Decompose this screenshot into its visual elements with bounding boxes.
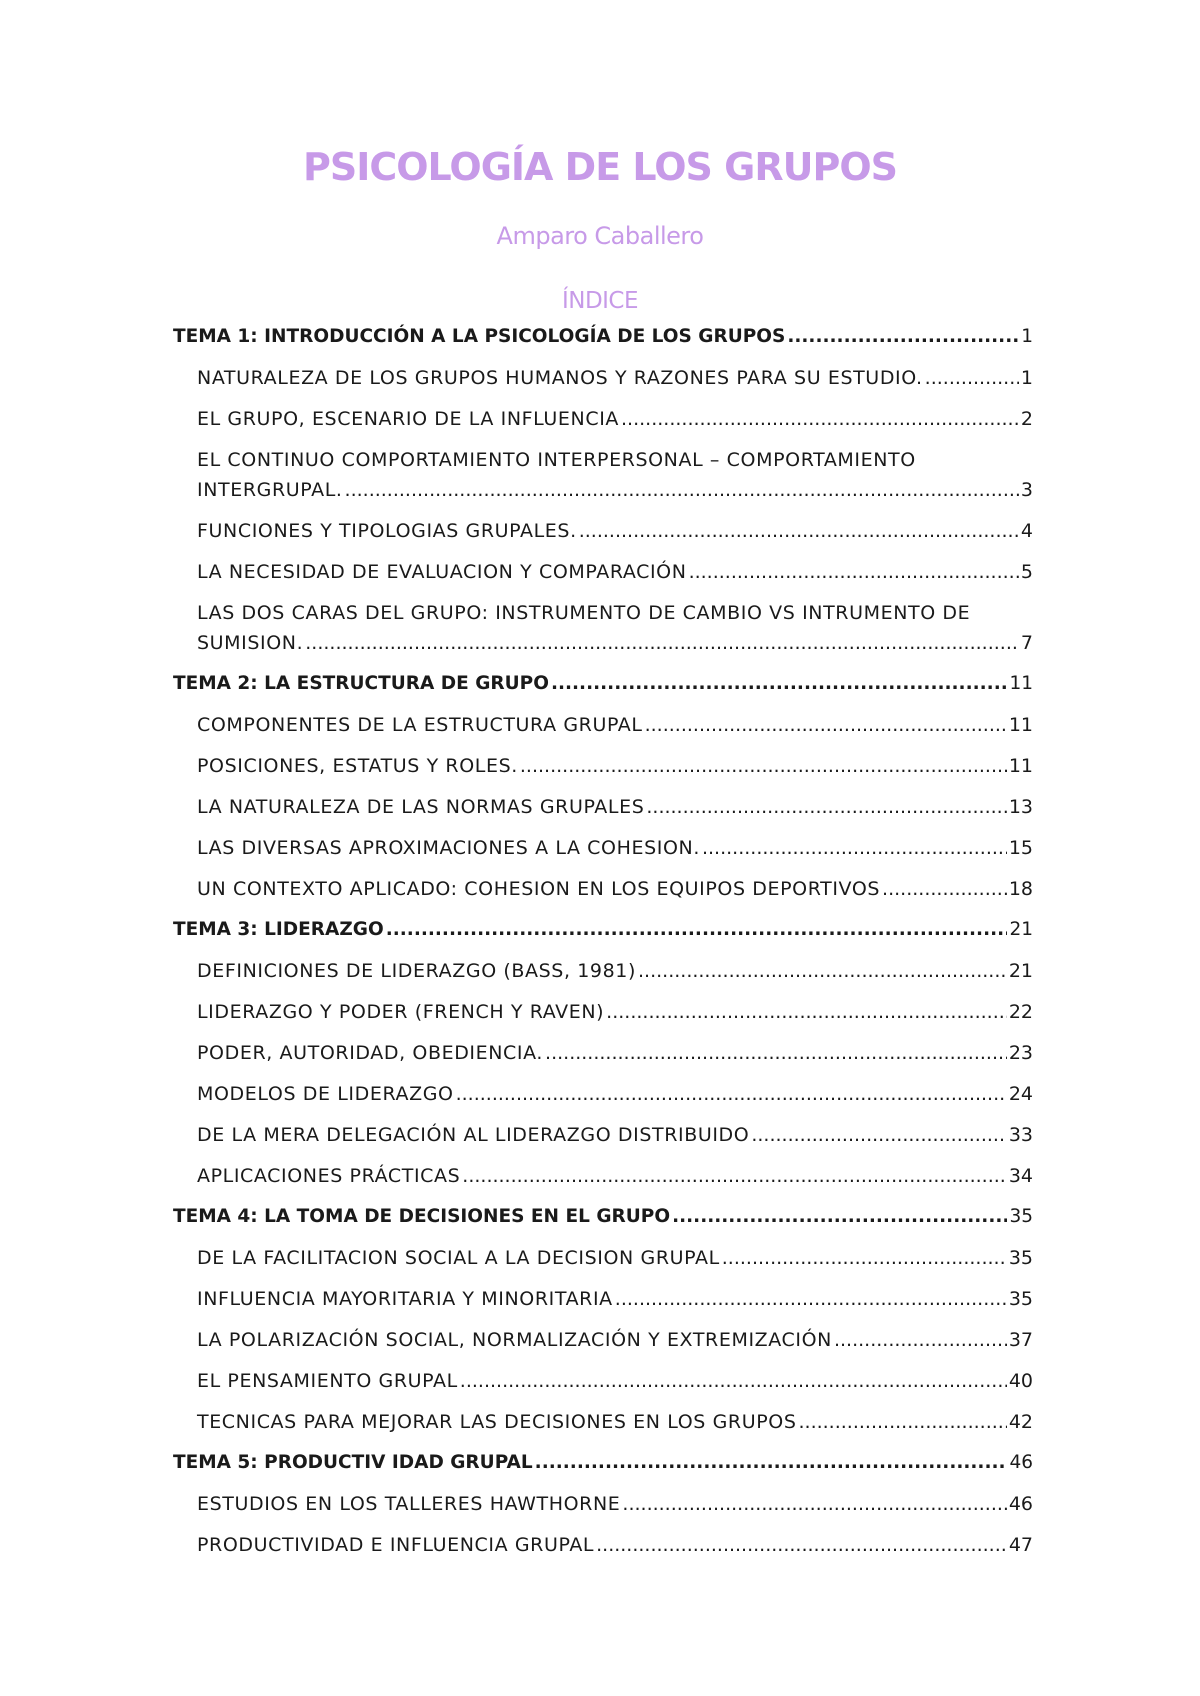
toc-entry-label: PRODUCTIVIDAD E INFLUENCIA GRUPAL (197, 1534, 595, 1556)
toc-entry[interactable] (173, 404, 1033, 434)
toc-entry[interactable] (173, 792, 1033, 822)
dot-leader (535, 1448, 1008, 1478)
toc-entry-label: LIDERAZGO Y PODER (FRENCH Y RAVEN) (197, 1001, 605, 1023)
toc-entry-label: LA NATURALEZA DE LAS NORMAS GRUPALES (197, 796, 645, 818)
dot-leader (460, 1366, 1007, 1396)
toc-entry-tema-1[interactable] (173, 322, 1033, 352)
toc-entry[interactable] (173, 557, 1033, 587)
toc-page-number: 11 (1009, 673, 1033, 694)
toc-page-number: 13 (1008, 796, 1033, 818)
dot-leader (545, 1038, 1007, 1068)
toc-page-number: 33 (1008, 1124, 1033, 1146)
dot-leader (551, 669, 1008, 699)
toc-entry-label-continued: INTERGRUPAL. (197, 479, 343, 501)
document-author: Amparo Caballero (496, 222, 704, 250)
toc-entry-label: INFLUENCIA MAYORITARIA Y MINORITARIA (197, 1288, 613, 1310)
toc-entry[interactable] (173, 598, 1033, 658)
toc-entry-label: EL PENSAMIENTO GRUPAL (197, 1370, 458, 1392)
toc-entry-label: ESTUDIOS EN LOS TALLERES HAWTHORNE (197, 1493, 621, 1515)
toc-entry[interactable] (173, 1243, 1033, 1273)
toc-entry[interactable] (173, 1407, 1033, 1437)
dot-leader (722, 1243, 1007, 1273)
toc-entry-label: MODELOS DE LIDERAZGO (197, 1083, 454, 1105)
toc-entry[interactable] (173, 1120, 1033, 1150)
toc-entry-label: LA POLARIZACIÓN SOCIAL, NORMALIZACIÓN Y EXTREMIZACIÓN (197, 1329, 832, 1351)
toc-entry-label: DE LA MERA DELEGACIÓN AL LIDERAZGO DISTRIBUIDO (197, 1124, 750, 1146)
toc-entry[interactable] (173, 1489, 1033, 1519)
toc-entry[interactable] (173, 1530, 1033, 1560)
dot-leader (462, 1161, 1007, 1191)
toc-entry[interactable] (173, 997, 1033, 1027)
toc-page-number: 23 (1008, 1042, 1033, 1064)
toc-page-number: 15 (1008, 837, 1033, 859)
toc-page-number: 35 (1009, 1206, 1033, 1227)
toc-entry-label: LAS DOS CARAS DEL GRUPO: INSTRUMENTO DE CAMBIO VS INTRUMENTO DE (197, 602, 971, 624)
toc-entry[interactable] (173, 833, 1033, 863)
toc-page-number: 7 (1020, 632, 1033, 654)
toc-entry[interactable] (173, 1161, 1033, 1191)
document-title: PSICOLOGÍA DE LOS GRUPOS (302, 145, 897, 189)
toc-entry-label: DEFINICIONES DE LIDERAZGO (BASS, 1981) (197, 960, 636, 982)
toc-entry[interactable] (173, 1325, 1033, 1355)
toc-entry-label-continued: SUMISION. (197, 632, 304, 654)
dot-leader (834, 1325, 1007, 1355)
dot-leader (596, 1530, 1007, 1560)
dot-leader (305, 628, 1019, 658)
dot-leader (751, 1120, 1006, 1150)
dot-leader (798, 1407, 1006, 1437)
dot-leader (787, 322, 1019, 352)
toc-page-number: 42 (1008, 1411, 1033, 1433)
toc-page-number: 3 (1020, 479, 1033, 501)
toc-entry-label: DE LA FACILITACION SOCIAL A LA DECISION GRUPAL (197, 1247, 720, 1269)
toc-page-number: 34 (1008, 1165, 1033, 1187)
toc-page-number: 21 (1009, 919, 1033, 940)
toc-page-number: 11 (1008, 755, 1033, 777)
toc-page-number: 37 (1008, 1329, 1033, 1351)
toc-page-number: 5 (1020, 561, 1033, 583)
toc-entry-tema-5[interactable] (173, 1448, 1033, 1478)
toc-entry[interactable] (173, 751, 1033, 781)
toc-entry-label: PODER, AUTORIDAD, OBEDIENCIA. (197, 1042, 544, 1064)
toc-entry[interactable] (173, 516, 1033, 546)
toc-entry[interactable] (173, 1079, 1033, 1109)
dot-leader (925, 363, 1019, 393)
toc-entry[interactable] (173, 1366, 1033, 1396)
toc-entry-label: LA NECESIDAD DE EVALUACION Y COMPARACIÓN (197, 561, 687, 583)
toc-entry-label: NATURALEZA DE LOS GRUPOS HUMANOS Y RAZONES PARA SU ESTUDIO. (197, 367, 923, 389)
dot-leader (689, 557, 1019, 587)
toc-entry-label: APLICACIONES PRÁCTICAS (197, 1165, 461, 1187)
toc-page-number: 40 (1008, 1370, 1033, 1392)
index-heading: ÍNDICE (561, 288, 639, 314)
toc-page-number: 21 (1008, 960, 1033, 982)
toc-entry-label: TECNICAS PARA MEJORAR LAS DECISIONES EN LOS GRUPOS (197, 1411, 797, 1433)
toc-entry-label: TEMA 1: INTRODUCCIÓN A LA PSICOLOGÍA DE LOS GRUPOS (173, 326, 786, 347)
toc-page-number: 2 (1020, 408, 1033, 430)
toc-page-number: 35 (1008, 1288, 1033, 1310)
dot-leader (672, 1202, 1007, 1232)
dot-leader (386, 915, 1008, 945)
dot-leader (646, 792, 1006, 822)
toc-page-number: 1 (1021, 326, 1033, 347)
dot-leader (622, 1489, 1006, 1519)
toc-entry-label: TEMA 5: PRODUCTIV IDAD GRUPAL (173, 1452, 533, 1473)
toc-page-number: 11 (1008, 714, 1033, 736)
toc-entry[interactable] (173, 363, 1033, 393)
toc-entry-label: EL GRUPO, ESCENARIO DE LA INFLUENCIA (197, 408, 620, 430)
toc-entry-label: COMPONENTES DE LA ESTRUCTURA GRUPAL (197, 714, 643, 736)
toc-page-number: 1 (1020, 367, 1033, 389)
toc-entry-label: POSICIONES, ESTATUS Y ROLES. (197, 755, 518, 777)
toc-entry[interactable] (173, 956, 1033, 986)
toc-entry-label: TEMA 3: LIDERAZGO (173, 919, 384, 940)
toc-page-number: 46 (1009, 1452, 1033, 1473)
dot-leader (638, 956, 1007, 986)
toc-entry-label: TEMA 2: LA ESTRUCTURA DE GRUPO (173, 673, 549, 694)
toc-entry-label: LAS DIVERSAS APROXIMACIONES A LA COHESION. (197, 837, 700, 859)
toc-entry-tema-2[interactable] (173, 669, 1033, 699)
toc-page-number: 22 (1008, 1001, 1033, 1023)
toc-entry-label: EL CONTINUO COMPORTAMIENTO INTERPERSONAL – COMPORTAMIENTO (197, 449, 916, 471)
toc-entry-label: UN CONTEXTO APLICADO: COHESION EN LOS EQUIPOS DEPORTIVOS (197, 878, 881, 900)
dot-leader (882, 874, 1007, 904)
dot-leader (645, 710, 1007, 740)
toc-page-number: 35 (1008, 1247, 1033, 1269)
table-of-contents (173, 322, 1033, 1571)
toc-entry[interactable] (173, 1038, 1033, 1068)
dot-leader (621, 404, 1019, 434)
toc-entry[interactable] (173, 710, 1033, 740)
toc-entry-tema-4[interactable] (173, 1202, 1033, 1232)
toc-entry[interactable] (173, 874, 1033, 904)
toc-page-number: 18 (1008, 878, 1033, 900)
dot-leader (345, 475, 1019, 505)
toc-page-number: 24 (1008, 1083, 1033, 1105)
dot-leader (615, 1284, 1007, 1314)
toc-page-number: 46 (1008, 1493, 1033, 1515)
dot-leader (606, 997, 1007, 1027)
toc-entry[interactable] (173, 1284, 1033, 1314)
toc-entry-tema-3[interactable] (173, 915, 1033, 945)
toc-page-number: 47 (1008, 1534, 1033, 1556)
toc-entry[interactable] (173, 445, 1033, 505)
toc-page-number: 4 (1020, 520, 1033, 542)
dot-leader (579, 516, 1019, 546)
dot-leader (520, 751, 1007, 781)
toc-entry-label: FUNCIONES Y TIPOLOGIAS GRUPALES. (197, 520, 577, 542)
dot-leader (456, 1079, 1007, 1109)
dot-leader (702, 833, 1007, 863)
toc-entry-label: TEMA 4: LA TOMA DE DECISIONES EN EL GRUPO (173, 1206, 671, 1227)
